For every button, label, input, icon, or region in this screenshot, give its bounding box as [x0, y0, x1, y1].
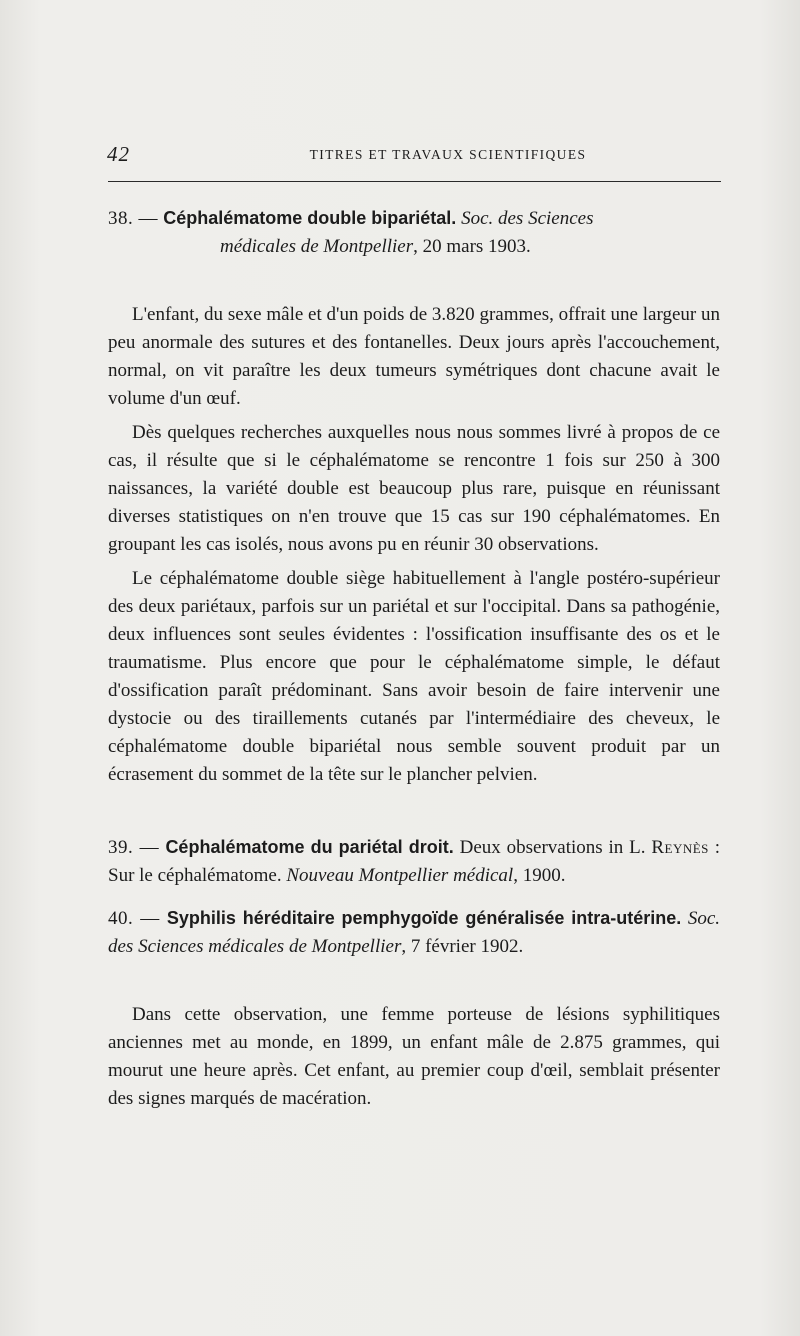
running-title: TITRES ET TRAVAUX SCIENTIFIQUES	[309, 147, 587, 162]
entry-date: , 20 mars 1903.	[413, 236, 531, 257]
entry-second-line	[108, 233, 720, 261]
entry-author: Reynès	[651, 837, 709, 858]
entry-date: , 1900.	[513, 865, 566, 886]
entry-date: , 7 février 1902.	[401, 936, 524, 957]
spacer	[108, 890, 720, 904]
entry-venue-continued: médicales de Montpellier	[220, 236, 414, 257]
spacer	[108, 789, 720, 833]
entry-title: Syphilis héréditaire pemphygoïde généralisée intra-utérine.	[166, 908, 682, 928]
paragraph: Dans cette observation, une femme porteuse de lésions syphilitiques anciennes met au monde, en 1899, un enfant mâle de 2.875 grammes, qui mourut une heure après. Cet enfant, au premier coup d'œil, semblait présenter des signes marqués de macération.	[108, 1004, 720, 1109]
page-number: 42	[107, 142, 130, 166]
spacer	[108, 261, 720, 301]
entry-text: Deux observations in L.	[453, 837, 652, 858]
entry-number: 39. —	[108, 837, 166, 858]
entry-title: Céphalématome du pariétal droit.	[165, 837, 454, 857]
page-body	[108, 204, 720, 1113]
paragraph: Le céphalématome double siège habituellement à l'angle postéro-supérieur des deux pariétaux, parfois sur un pariétal et sur l'occipital. Dans sa pathogénie, deux influences sont seules évidentes : l'ossification insuffisante des os et le traumatisme. Plus encore que pour le céphalématome simple, le défaut d'ossification paraît prédominant. Sans avoir besoin de faire intervenir une dystocie ou des tiraillements cutanés par l'intermédiaire des cheveux, le céphalématome double bipariétal nous semble souvent produit par un écrasement du sommet de la tête sur le plancher pelvien.	[108, 568, 720, 785]
running-head	[107, 142, 719, 168]
paragraph: Dès quelques recherches auxquelles nous nous sommes livré à propos de ce cas, il résulte que si le céphalématome se rencontre 1 fois sur 250 à 300 naissances, la variété double est beaucoup plus rare, puisque en réunissant diverses statistiques on n'en trouve que 15 cas sur 190 céphalématomes. En groupant les cas isolés, nous avons pu en réunir 30 observations.	[108, 422, 720, 555]
entry-number: 40. —	[108, 908, 167, 929]
entry-39	[108, 833, 720, 890]
entry-40-heading	[108, 904, 720, 961]
entry-title: Céphalématome double bipariétal.	[163, 208, 457, 228]
entry-number: 38. —	[108, 208, 164, 229]
spacer	[108, 961, 720, 1001]
entry-38-heading	[108, 204, 720, 261]
header-rule	[108, 181, 721, 182]
entry-venue: Nouveau Montpellier médical	[286, 865, 514, 886]
entry-text-continued: : Sur le céphalématome.	[108, 837, 721, 886]
entry-venue: Soc. des Sciences	[461, 208, 594, 229]
paragraph: L'enfant, du sexe mâle et d'un poids de 3.820 grammes, offrait une largeur un peu anormale des sutures et des fontanelles. Deux jours après l'accouchement, normal, on vit paraître les deux tumeurs symétriques dont chacune avait le volume d'un œuf.	[108, 304, 720, 409]
entry-venue: Soc. des Sciences médicales de Montpellier	[108, 908, 721, 957]
